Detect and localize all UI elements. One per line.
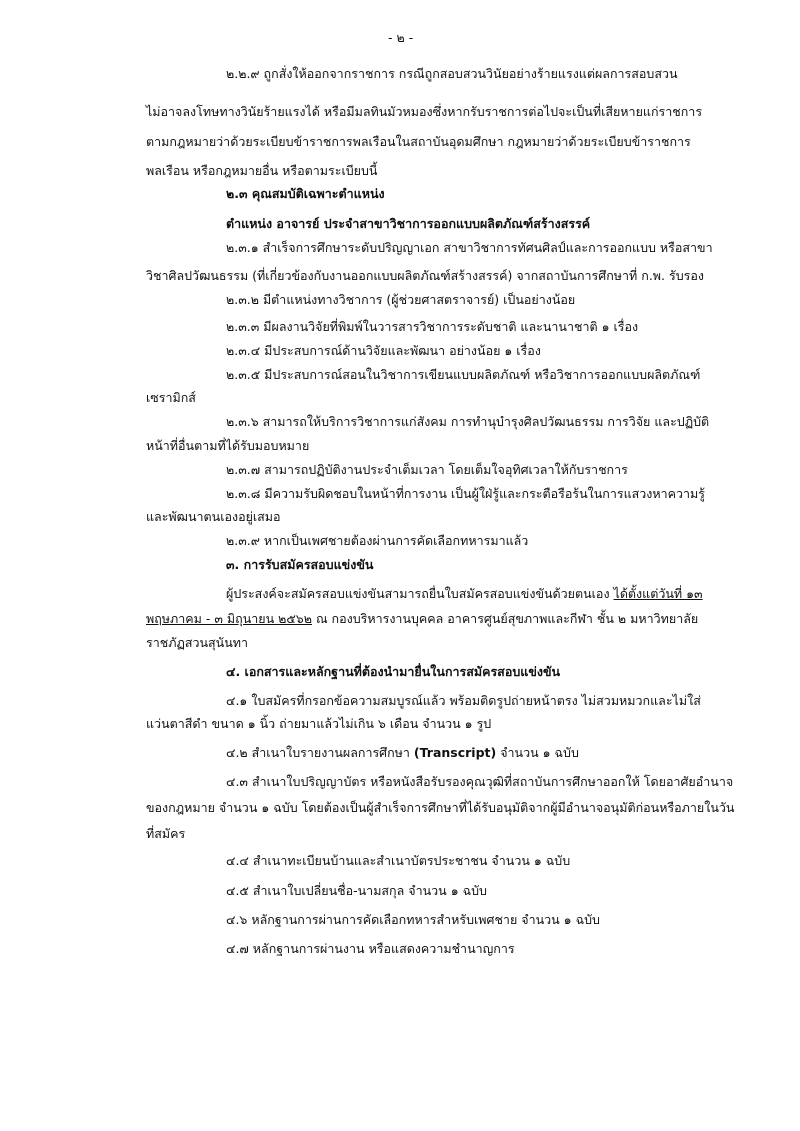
paragraph-line: วิชาศิลปวัฒนธรรม (ที่เกี่ยวข้องกับงานออกแบบผลิตภัณฑ์สร้างสรรค์) จากสถาบันการศึกษาที่ ก.พ. รับรอง bbox=[146, 268, 704, 283]
section-heading: ๒.๓ คุณสมบัติเฉพาะตำแหน่ง bbox=[226, 186, 385, 201]
paragraph-line: และพัฒนาตนเองอยู่เสมอ bbox=[146, 509, 281, 524]
paragraph-text: ณ กองบริหารงานบุคคล อาคารศูนย์สุขภาพและกีฬา ชั้น ๒ มหาวิทยาลัย bbox=[311, 611, 699, 626]
position-title: ตำแหน่ง อาจารย์ ประจำสาขาวิชาการออกแบบผลิตภัณฑ์สร้างสรรค์ bbox=[226, 216, 591, 231]
application-period-start: ได้ตั้งแต่วันที่ ๑๓ bbox=[613, 586, 703, 601]
paragraph-line: พลเรือน หรือกฎหมายอื่น หรือตามระเบียบนี้ bbox=[146, 163, 378, 178]
paragraph-text: ๔.๒ สำเนาใบรายงานผลการศึกษา bbox=[226, 745, 414, 760]
paragraph-line: ราชภัฏสวนสุนันทา bbox=[146, 635, 249, 650]
paragraph-line: ๔.๓ สำเนาใบปริญญาบัตร หรือหนังสือรับรองคุณวุฒิที่สถาบันการศึกษาออกให้ โดยอาศัยอำนาจ bbox=[226, 774, 734, 789]
paragraph-line: ๒.๓.๒ มีตำแหน่งทางวิชาการ (ผู้ช่วยศาสตราจารย์) เป็นอย่างน้อย bbox=[226, 292, 576, 307]
paragraph-line: ๔.๔ สำเนาทะเบียนบ้านและสำเนาบัตรประชาชน จำนวน ๑ ฉบับ bbox=[226, 853, 571, 868]
paragraph-line: ๒.๓.๙ หากเป็นเพศชายต้องผ่านการคัดเลือกทหารมาแล้ว bbox=[226, 533, 529, 548]
paragraph-line: ที่สมัคร bbox=[146, 826, 186, 841]
paragraph-line: ๔.๗ หลักฐานการผ่านงาน หรือแสดงความชำนาญการ bbox=[226, 941, 515, 956]
paragraph-line bbox=[226, 745, 579, 761]
section-heading: ๔. เอกสารและหลักฐานที่ต้องนำมายื่นในการสมัครสอบแข่งขัน bbox=[226, 664, 561, 679]
transcript-label: (Transcript) bbox=[413, 745, 497, 760]
paragraph-line: ๒.๓.๑ สำเร็จการศึกษาระดับปริญญาเอก สาขาวิชาการทัศนศิลป์และการออกแบบ หรือสาขา bbox=[226, 240, 713, 255]
paragraph-line: ๒.๓.๓ มีผลงานวิจัยที่พิมพ์ในวารสารวิชาการระดับชาติ และนานาชาติ ๑ เรื่อง bbox=[226, 319, 639, 334]
paragraph-line: ๔.๕ สำเนาใบเปลี่ยนชื่อ-นามสกุล จำนวน ๑ ฉบับ bbox=[226, 883, 487, 898]
paragraph-line: ๒.๓.๘ มีความรับผิดชอบในหน้าที่การงาน เป็นผู้ใฝ่รู้และกระตือรือร้นในการแสวงหาความรู้ bbox=[226, 486, 705, 501]
paragraph-line: ของกฎหมาย จำนวน ๑ ฉบับ โดยต้องเป็นผู้สำเร็จการศึกษาที่ได้รับอนุมัติจากผู้มีอำนาจอนุมัติก่อนหรือภายในวัน bbox=[146, 800, 735, 815]
paragraph-line: ๒.๓.๕ มีประสบการณ์สอนในวิชาการเขียนแบบผลิตภัณฑ์ หรือวิชาการออกแบบผลิตภัณฑ์ bbox=[226, 367, 701, 382]
paragraph-line: หน้าที่อื่นตามที่ได้รับมอบหมาย bbox=[146, 438, 310, 453]
paragraph-line: แว่นตาสีดำ ขนาด ๑ นิ้ว ถ่ายมาแล้วไม่เกิน ๖ เดือน จำนวน ๑ รูป bbox=[146, 716, 492, 731]
paragraph-line: ตามกฎหมายว่าด้วยระเบียบข้าราชการพลเรือนในสถาบันอุดมศึกษา กฎหมายว่าด้วยระเบียบข้าราชการ bbox=[146, 134, 691, 149]
paragraph-line: ๒.๒.๙ ถูกสั่งให้ออกจากราชการ กรณีถูกสอบสวนวินัยอย่างร้ายแรงแต่ผลการสอบสวน bbox=[226, 66, 678, 81]
paragraph-line bbox=[146, 611, 698, 627]
paragraph-text: ผู้ประสงค์จะสมัครสอบแข่งขันสามารถยื่นใบสมัครสอบแข่งขันด้วยตนเอง bbox=[226, 586, 614, 601]
paragraph-line: เซรามิกส์ bbox=[146, 390, 196, 405]
paragraph-line: ๒.๓.๗ สามารถปฏิบัติงานประจำเต็มเวลา โดยเต็มใจอุทิศเวลาให้กับราชการ bbox=[226, 462, 628, 477]
paragraph-line: ๔.๖ หลักฐานการผ่านการคัดเลือกทหารสำหรับเพศชาย จำนวน ๑ ฉบับ bbox=[226, 912, 600, 927]
application-period-end: พฤษภาคม - ๓ มิถุนายน ๒๕๖๒ bbox=[146, 611, 312, 626]
page-number: - ๒ - bbox=[388, 30, 414, 45]
paragraph-line: ๒.๓.๔ มีประสบการณ์ด้านวิจัยและพัฒนา อย่างน้อย ๑ เรื่อง bbox=[226, 343, 541, 358]
paragraph-line bbox=[226, 586, 703, 602]
paragraph-text: จำนวน ๑ ฉบับ bbox=[496, 745, 579, 760]
paragraph-line: ๒.๓.๖ สามารถให้บริการวิชาการแก่สังคม การทำนุบำรุงศิลปวัฒนธรรม การวิจัย และปฏิบัติ bbox=[226, 414, 710, 429]
paragraph-line: ๔.๑ ใบสมัครที่กรอกข้อความสมบูรณ์แล้ว พร้อมติดรูปถ่ายหน้าตรง ไม่สวมหมวกและไม่ใส่ bbox=[226, 693, 701, 708]
section-heading: ๓. การรับสมัครสอบแข่งขัน bbox=[226, 557, 374, 572]
paragraph-line: ไม่อาจลงโทษทางวินัยร้ายแรงได้ หรือมีมลทินมัวหมองซึ่งหากรับราชการต่อไปจะเป็นที่เสียหายแก่ราชการ bbox=[146, 104, 703, 119]
